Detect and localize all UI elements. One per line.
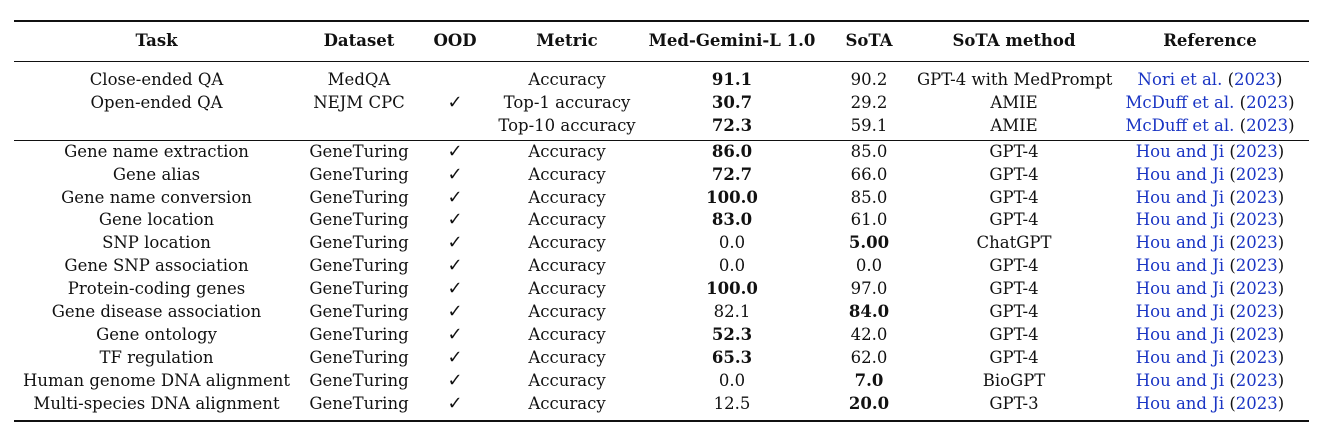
reference-year-link[interactable]: 2023 [1246,92,1289,112]
med-gemini-score-cell: 82.1 [713,302,751,322]
ood-check-icon: ✓ [447,163,463,185]
sota-score-cell: 20.0 [848,393,890,413]
table-group-geneturing [14,140,1309,420]
table-row [14,393,1309,421]
dataset-cell: GeneTuring [309,233,409,253]
reference-link[interactable]: Hou and Ji [1135,324,1225,344]
table-row [14,140,1309,163]
reference-year-link[interactable]: 2023 [1235,393,1278,413]
reference-year-link[interactable]: 2023 [1235,324,1278,344]
reference-link[interactable]: Hou and Ji [1135,302,1225,322]
med-gemini-score-cell: 72.7 [711,164,753,184]
header-task: Task [135,31,178,51]
dataset-cell: GeneTuring [309,210,409,230]
sota-score-cell: 42.0 [850,324,888,344]
reference-year-link[interactable]: 2023 [1235,302,1278,322]
table-row [14,301,1309,324]
header-ood: OOD [433,31,477,51]
reference-cell: Hou and Ji (2023) [1135,141,1285,161]
dataset-cell: MedQA [327,70,391,89]
sota-score-cell: 7.0 [854,370,884,390]
ood-check-icon: ✓ [447,232,463,254]
sota-method-cell: GPT-4 [989,210,1039,230]
metric-cell: Accuracy [528,164,606,184]
reference-year-link[interactable]: 2023 [1235,187,1278,207]
med-gemini-score-cell: 65.3 [711,347,753,367]
reference-year-link[interactable]: 2023 [1235,164,1278,184]
dataset-cell: GeneTuring [309,256,409,276]
reference-link[interactable]: Nori et al. [1137,70,1223,89]
dataset-cell [299,115,419,140]
sota-method-cell: GPT-4 [989,164,1039,184]
med-gemini-score-cell: 86.0 [711,141,753,161]
table-row [14,187,1309,210]
reference-cell: Hou and Ji (2023) [1135,393,1285,413]
metric-cell: Accuracy [528,393,606,413]
sota-method-cell: BioGPT [982,370,1046,390]
ood-check-icon: ✓ [447,255,463,277]
ood-check-icon: ✓ [447,369,463,391]
reference-cell: Hou and Ji (2023) [1135,279,1285,299]
header-sota-method: SoTA method [952,31,1076,51]
reference-link[interactable]: Hou and Ji [1135,141,1225,161]
reference-year-link[interactable]: 2023 [1235,141,1278,161]
reference-year-link[interactable]: 2023 [1235,256,1278,276]
sota-score-cell: 61.0 [850,210,888,230]
header-med-gemini: Med-Gemini-L 1.0 [648,31,816,51]
ood-check-icon: ✓ [447,301,463,323]
task-cell: Gene disease association [51,302,262,322]
table-row [14,115,1309,140]
metric-cell: Accuracy [528,347,606,367]
reference-cell: Hou and Ji (2023) [1135,370,1285,390]
dataset-cell: GeneTuring [309,302,409,322]
metric-cell: Accuracy [528,141,606,161]
med-gemini-score-cell: 100.0 [706,279,758,299]
table-row [14,164,1309,187]
table-row [14,232,1309,255]
metric-cell: Accuracy [528,210,606,230]
sota-method-cell: GPT-4 [989,141,1039,161]
sota-score-cell: 59.1 [850,115,888,135]
dataset-cell: GeneTuring [309,324,409,344]
dataset-cell: GeneTuring [309,164,409,184]
table-row [14,278,1309,301]
reference-link[interactable]: McDuff et al. [1125,115,1235,135]
ood-check-icon: ✓ [447,346,463,368]
reference-link[interactable]: Hou and Ji [1135,187,1225,207]
header-dataset: Dataset [323,31,395,51]
table-row [14,209,1309,232]
table-row [14,324,1309,347]
sota-method-cell: GPT-4 [989,279,1039,299]
reference-year-link[interactable]: 2023 [1235,279,1278,299]
reference-link[interactable]: Hou and Ji [1135,164,1225,184]
reference-cell: Hou and Ji (2023) [1135,187,1285,207]
sota-method-cell: GPT-4 [989,347,1039,367]
sota-method-cell: GPT-4 [989,187,1039,207]
med-gemini-score-cell: 12.5 [713,393,751,413]
task-cell: Gene ontology [96,324,217,344]
task-cell: Gene name conversion [61,187,252,207]
table-row [14,255,1309,278]
reference-year-link[interactable]: 2023 [1235,233,1278,253]
task-cell: Gene name extraction [64,141,249,161]
metric-cell: Accuracy [528,279,606,299]
ood-check-icon: ✓ [447,140,463,162]
table-row [14,92,1309,115]
dataset-cell: GeneTuring [309,141,409,161]
task-cell: Gene SNP association [64,256,249,276]
reference-year-link[interactable]: 2023 [1234,70,1277,89]
ood-check-icon: ✓ [447,392,463,414]
sota-method-cell: GPT-4 [989,324,1039,344]
sota-score-cell: 62.0 [850,347,888,367]
med-gemini-score-cell: 0.0 [718,256,746,276]
sota-score-cell: 66.0 [850,164,888,184]
reference-cell: Hou and Ji (2023) [1135,302,1285,322]
ood-check-icon: ✓ [447,323,463,345]
med-gemini-score-cell: 0.0 [718,370,746,390]
dataset-cell: GeneTuring [309,393,409,413]
reference-cell: Hou and Ji (2023) [1135,324,1285,344]
dataset-cell: GeneTuring [309,347,409,367]
sota-score-cell: 0.0 [855,256,883,276]
metric-cell: Accuracy [528,302,606,322]
reference-year-link[interactable]: 2023 [1246,115,1289,135]
sota-score-cell: 5.00 [848,233,890,253]
reference-cell: Hou and Ji (2023) [1135,256,1285,276]
ood-check-icon: ✓ [447,91,463,113]
ood-check-icon: ✓ [447,186,463,208]
sota-method-cell: GPT-4 with MedPrompt [917,70,1113,89]
sota-score-cell: 97.0 [850,279,888,299]
metric-cell: Accuracy [528,256,606,276]
sota-score-cell: 85.0 [850,141,888,161]
reference-link[interactable]: Hou and Ji [1135,210,1225,230]
reference-link[interactable]: Hou and Ji [1135,370,1225,390]
reference-link[interactable]: Hou and Ji [1135,279,1225,299]
sota-method-cell: AMIE [990,92,1038,112]
metric-cell: Accuracy [528,370,606,390]
metric-cell: Top-1 accuracy [503,92,631,112]
task-cell: Multi-species DNA alignment [33,393,280,413]
results-table [14,20,1309,422]
reference-cell: Hou and Ji (2023) [1135,233,1285,253]
reference-link[interactable]: Hou and Ji [1135,256,1225,276]
reference-link[interactable]: Hou and Ji [1135,347,1225,367]
sota-method-cell: ChatGPT [976,233,1052,253]
reference-year-link[interactable]: 2023 [1235,210,1278,230]
med-gemini-score-cell: 100.0 [706,187,758,207]
task-cell: Human genome DNA alignment [23,370,290,390]
sota-method-cell: AMIE [990,115,1038,135]
header-sota: SoTA [845,31,893,51]
table-row [14,347,1309,370]
med-gemini-score-cell: 30.7 [711,92,753,112]
table-header [14,21,1309,62]
task-cell: Open-ended QA [90,92,223,112]
sota-score-cell: 85.0 [850,187,888,207]
sota-method-cell: GPT-4 [989,302,1039,322]
sota-score-cell: 84.0 [848,302,890,322]
med-gemini-score-cell: 0.0 [718,233,746,253]
med-gemini-score-cell: 83.0 [711,210,753,230]
metric-cell: Top-10 accuracy [498,115,636,135]
sota-method-cell: GPT-3 [989,393,1039,413]
reference-cell: McDuff et al. (2023) [1125,92,1295,112]
reference-cell: Hou and Ji (2023) [1135,210,1285,230]
sota-score-cell: 29.2 [850,92,888,112]
table-row [14,62,1309,92]
metric-cell: Accuracy [528,187,606,207]
reference-cell: Nori et al. (2023) [1137,70,1283,89]
reference-link[interactable]: Hou and Ji [1135,233,1225,253]
header-metric: Metric [536,31,598,51]
reference-link[interactable]: McDuff et al. [1125,92,1235,112]
reference-cell: Hou and Ji (2023) [1135,347,1285,367]
task-cell: Protein-coding genes [67,279,246,299]
dataset-cell: GeneTuring [309,279,409,299]
table-group-qa [14,62,1309,141]
ood-check-icon [419,115,491,140]
ood-check-icon: ✓ [447,209,463,231]
task-cell: TF regulation [99,347,214,367]
sota-score-cell: 90.2 [850,70,888,89]
metric-cell: Accuracy [528,233,606,253]
task-cell: Gene location [98,210,215,230]
ood-check-icon [419,62,491,92]
metric-cell: Accuracy [528,70,606,89]
reference-cell: Hou and Ji (2023) [1135,164,1285,184]
metric-cell: Accuracy [528,324,606,344]
med-gemini-score-cell: 91.1 [711,70,753,89]
header-row [14,21,1309,62]
med-gemini-score-cell: 52.3 [711,324,753,344]
dataset-cell: GeneTuring [309,370,409,390]
task-cell: Close-ended QA [89,70,224,89]
reference-link[interactable]: Hou and Ji [1135,393,1225,413]
reference-cell: McDuff et al. (2023) [1125,115,1295,135]
sota-method-cell: GPT-4 [989,256,1039,276]
dataset-cell: GeneTuring [309,187,409,207]
ood-check-icon: ✓ [447,278,463,300]
task-cell [14,115,299,140]
task-cell: Gene alias [112,164,201,184]
med-gemini-score-cell: 72.3 [711,115,753,135]
table-row [14,370,1309,393]
reference-year-link[interactable]: 2023 [1235,370,1278,390]
dataset-cell: NEJM CPC [313,92,405,112]
reference-year-link[interactable]: 2023 [1235,347,1278,367]
task-cell: SNP location [102,233,211,253]
header-reference: Reference [1163,31,1257,51]
